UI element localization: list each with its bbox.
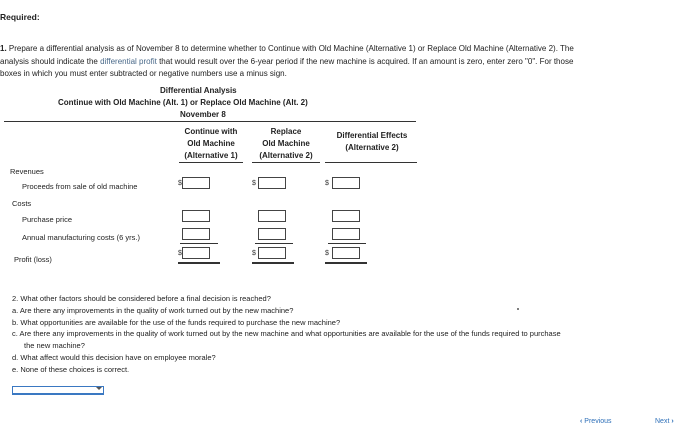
row-purchase: Purchase price	[22, 215, 73, 224]
q1-line-2	[0, 57, 573, 66]
col1-line3: (Alternative 1)	[184, 151, 238, 160]
q2-answer-dropdown[interactable]	[12, 386, 104, 395]
proceeds-alt1-input[interactable]	[182, 177, 210, 189]
table-title: Differential Analysis	[160, 86, 237, 95]
required-heading: Required:	[0, 12, 40, 22]
col2-header-rule	[252, 162, 320, 163]
col2-line3: (Alternative 2)	[259, 151, 313, 160]
row-revenues: Revenues	[10, 167, 44, 176]
annual-diff-input[interactable]	[332, 228, 360, 240]
col2-line1: Replace	[270, 127, 302, 136]
q2-option-e: e. None of these choices is correct.	[12, 365, 130, 374]
q2-option-a: a. Are there any improvements in the quality of work turned out by the new machine?	[12, 306, 294, 315]
table-subtitle: Continue with Old Machine (Alt. 1) or Replace Old Machine (Alt. 2)	[58, 98, 308, 107]
q1-number: 1.	[0, 44, 7, 53]
q1-text-b-post: that would result over the 6-year period if the new machine is acquired. If an amount is zero, enter zero "0". For those	[156, 57, 574, 66]
currency-sign: $	[252, 180, 256, 187]
currency-sign: $	[252, 250, 256, 257]
currency-sign: $	[178, 250, 182, 257]
currency-sign: $	[325, 180, 329, 187]
total-rule-diff	[328, 243, 366, 244]
q2-option-b: b. What opportunities are available for the use of the funds required to purchase the new machine?	[12, 318, 341, 327]
currency-sign: $	[178, 180, 182, 187]
profit-alt1-input[interactable]	[182, 247, 210, 259]
total-rule-alt1	[180, 243, 218, 244]
next-label: Next	[655, 418, 670, 425]
col-header-alt2	[250, 126, 322, 162]
row-annual: Annual manufacturing costs (6 yrs.)	[22, 233, 140, 242]
col2-line2: Old Machine	[262, 139, 310, 148]
row-costs: Costs	[12, 199, 32, 208]
col3-line2: (Alternative 2)	[345, 143, 399, 152]
previous-label: Previous	[584, 418, 612, 425]
q2-option-c-cont: the new machine?	[24, 341, 85, 350]
double-rule-alt1	[178, 262, 220, 264]
col1-line1: Continue with	[184, 127, 238, 136]
purchase-alt1-input[interactable]	[182, 210, 210, 222]
q1-text-b-pre: analysis should indicate the	[0, 57, 101, 66]
annual-alt2-input[interactable]	[258, 228, 286, 240]
purchase-alt2-input[interactable]	[258, 210, 286, 222]
row-proceeds: Proceeds from sale of old machine	[22, 182, 138, 191]
q1-line-3: boxes in which you must enter subtracted or negative numbers use a minus sign.	[0, 69, 287, 78]
chevron-left-icon: ‹	[580, 418, 583, 425]
chevron-down-icon	[96, 387, 102, 390]
profit-alt2-input[interactable]	[258, 247, 286, 259]
total-rule-alt2	[255, 243, 293, 244]
proceeds-alt2-input[interactable]	[258, 177, 286, 189]
previous-button[interactable]	[580, 418, 612, 425]
col3-header-rule	[325, 162, 417, 163]
differential-profit-link[interactable]: differential profit	[100, 57, 157, 66]
double-rule-alt2	[252, 262, 294, 264]
profit-diff-input[interactable]	[332, 247, 360, 259]
chevron-right-icon: ›	[671, 418, 674, 425]
col-header-diff	[327, 130, 417, 154]
q2-option-c: c. Are there any improvements in the quality of work turned out by the new machine and what opportunities are available for the use of the funds required to purchase	[12, 329, 561, 338]
table-date: November 8	[180, 110, 226, 119]
col3-line1: Differential Effects	[336, 131, 408, 140]
table-top-rule	[4, 121, 416, 122]
col1-line2: Old Machine	[187, 139, 235, 148]
q2-option-d: d. What affect would this decision have on employee morale?	[12, 353, 216, 362]
proceeds-diff-input[interactable]	[332, 177, 360, 189]
q1-text-a: Prepare a differential analysis as of November 8 to determine whether to Continue with Old Machine (Alternative 1) or Replace Old Machine (Alternative 2). The	[8, 44, 574, 53]
col-header-alt1	[179, 126, 243, 162]
next-button[interactable]	[655, 418, 674, 425]
col1-header-rule	[179, 162, 243, 163]
q2-question: 2. What other factors should be considered before a final decision is reached?	[12, 294, 271, 303]
annual-alt1-input[interactable]	[182, 228, 210, 240]
purchase-diff-input[interactable]	[332, 210, 360, 222]
row-profit: Profit (loss)	[14, 255, 52, 264]
q1-line-1	[0, 44, 574, 53]
bullet-dot	[517, 308, 519, 310]
double-rule-diff	[325, 262, 367, 264]
currency-sign: $	[325, 250, 329, 257]
